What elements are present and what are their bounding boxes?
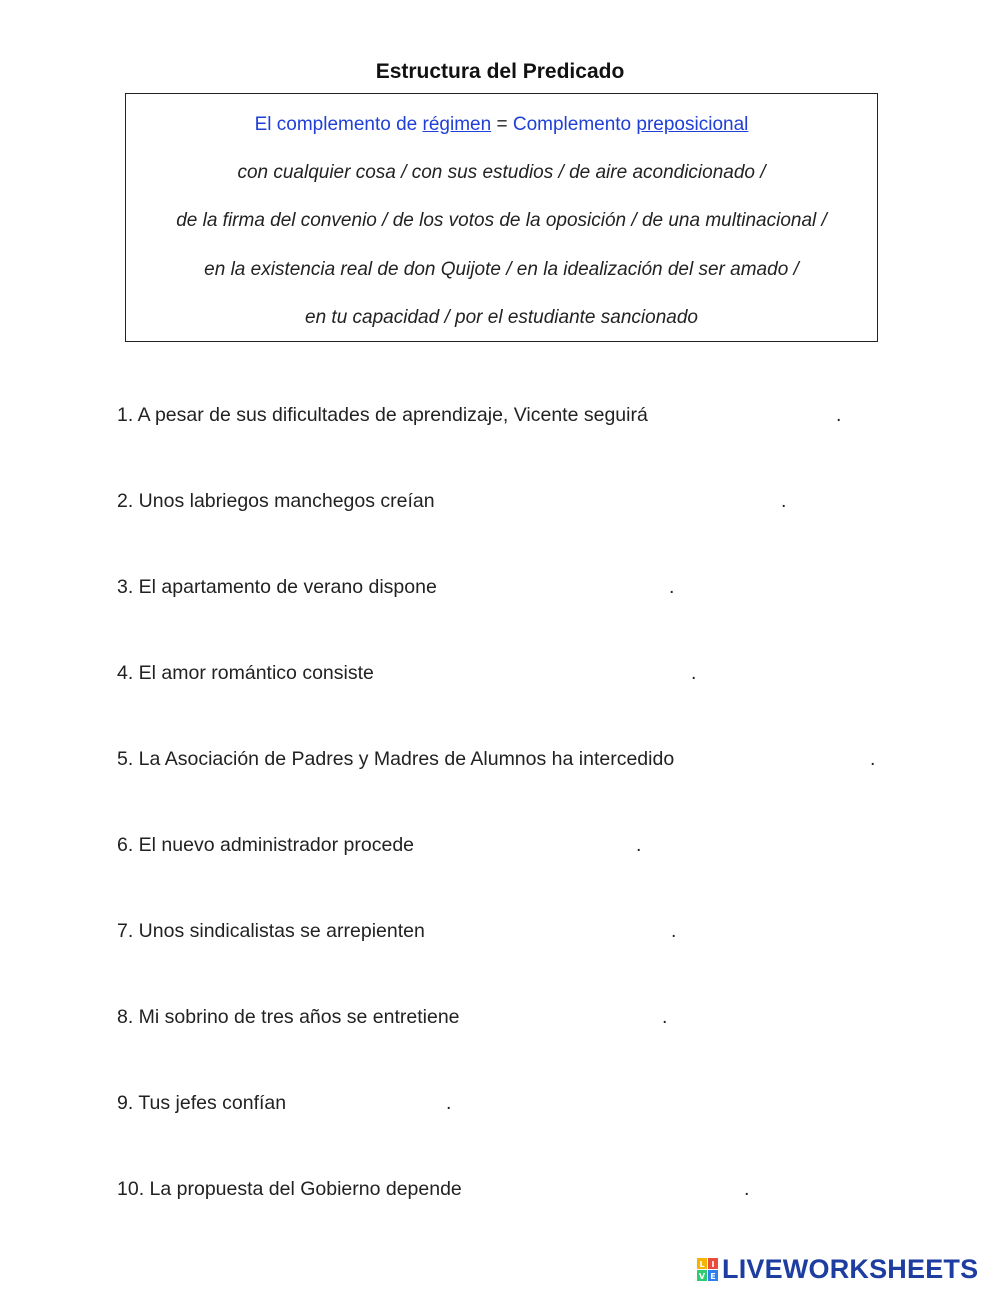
- answer-input-4[interactable]: [410, 664, 684, 688]
- answer-input-6[interactable]: [455, 836, 629, 860]
- question-7: 7. Unos sindicalistas se arrepienten: [117, 920, 425, 942]
- question-10: 10. La propuesta del Gobierno depende: [117, 1178, 462, 1200]
- question-2-period: .: [781, 490, 787, 512]
- logo-text: LIVEWORKSHEETS: [722, 1254, 979, 1284]
- svg-text:I: I: [711, 1260, 715, 1269]
- word-bank-line: con cualquier cosa / con sus estudios / de aire acondicionado /: [237, 162, 766, 183]
- question-6-period: .: [636, 834, 642, 856]
- answer-input-9[interactable]: [313, 1094, 439, 1118]
- question-9-period: .: [446, 1092, 452, 1114]
- svg-text:L: L: [699, 1260, 705, 1269]
- question-2: 2. Unos labriegos manchegos creían: [117, 490, 435, 512]
- question-3: 3. El apartamento de verano dispone: [117, 576, 437, 598]
- answer-input-2[interactable]: [468, 492, 772, 516]
- svg-text:E: E: [710, 1272, 716, 1281]
- heading-text-2: Complemento: [512, 114, 637, 135]
- question-3-period: .: [669, 576, 675, 598]
- answer-input-5[interactable]: [725, 750, 864, 774]
- answer-input-10[interactable]: [503, 1180, 737, 1204]
- word-bank-heading: [126, 114, 877, 136]
- question-1-period: .: [836, 404, 842, 426]
- answer-input-8[interactable]: [506, 1008, 656, 1032]
- answer-input-7[interactable]: [462, 922, 664, 946]
- svg-text:V: V: [698, 1272, 706, 1281]
- page-title: Estructura del Predicado: [375, 60, 625, 83]
- question-6: 6. El nuevo administrador procede: [117, 834, 415, 856]
- question-8-period: .: [662, 1006, 668, 1028]
- question-5-period: .: [870, 748, 876, 770]
- word-bank-line: en la existencia real de don Quijote / en la idealización del ser amado /: [204, 259, 799, 280]
- question-1: 1. A pesar de sus dificultades de aprendizaje, Vicente seguirá: [117, 404, 648, 426]
- heading-equals: =: [491, 114, 513, 135]
- word-bank-line: en tu capacidad / por el estudiante sancionado: [305, 307, 698, 328]
- live-blocks-icon: [697, 1258, 719, 1282]
- answer-input-3[interactable]: [478, 578, 662, 602]
- question-4-period: .: [691, 662, 697, 684]
- question-9: 9. Tus jefes confían: [117, 1092, 287, 1114]
- question-10-period: .: [744, 1178, 750, 1200]
- question-5: 5. La Asociación de Padres y Madres de Alumnos ha intercedido: [117, 748, 675, 770]
- word-bank-box: [125, 93, 878, 342]
- heading-link-regimen: régimen: [422, 114, 492, 135]
- heading-link-preposicional: preposicional: [636, 114, 749, 135]
- answer-input-1[interactable]: [700, 406, 829, 430]
- heading-text-1: El complemento de: [254, 114, 423, 135]
- question-4: 4. El amor romántico consiste: [117, 662, 374, 684]
- question-7-period: .: [671, 920, 677, 942]
- word-bank-line: de la firma del convenio / de los votos de la oposición / de una multinacional /: [176, 210, 827, 231]
- question-8: 8. Mi sobrino de tres años se entretiene: [117, 1006, 460, 1028]
- liveworksheets-logo: [697, 1254, 993, 1286]
